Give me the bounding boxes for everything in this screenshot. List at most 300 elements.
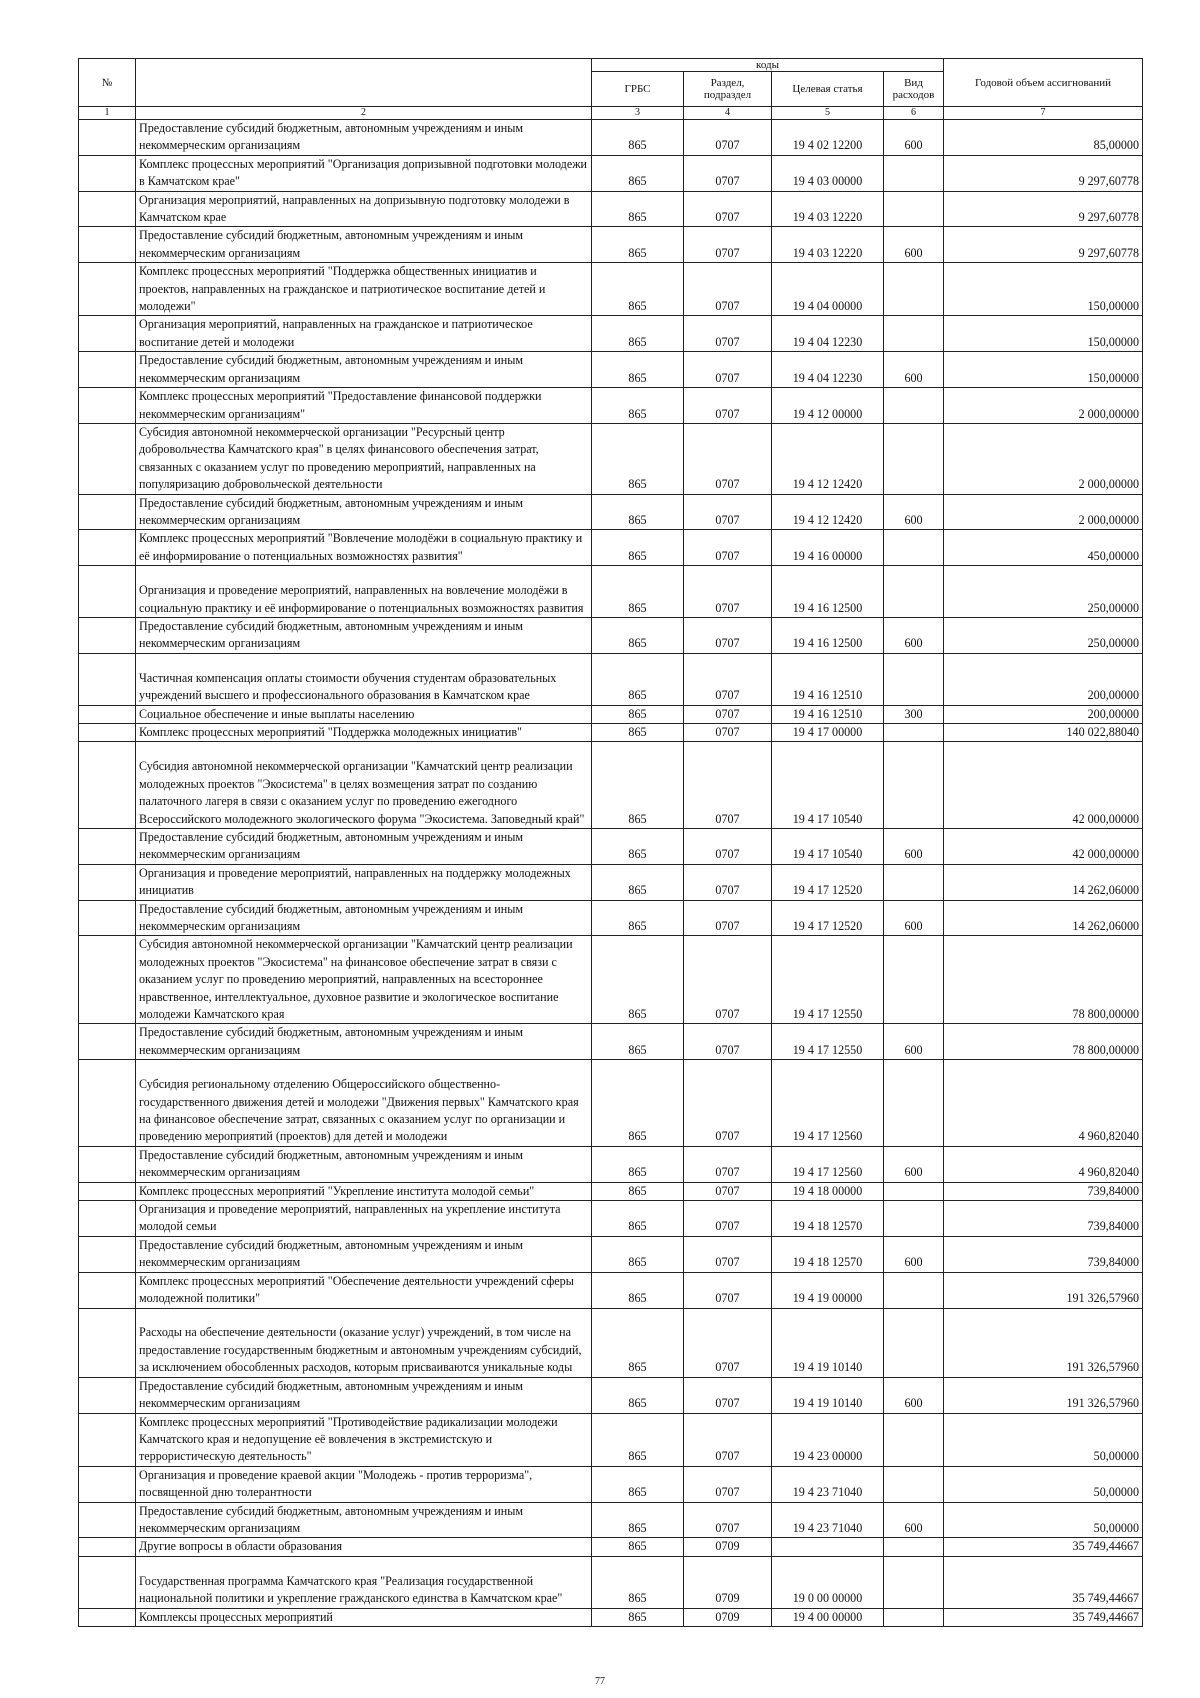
table-row [79,1502,1143,1538]
row-amount: 140 022,88040 [944,723,1143,741]
row-amount: 450,00000 [944,530,1143,566]
row-kind [884,1272,944,1308]
row-section: 0707 [684,155,772,191]
table-row [79,1201,1143,1237]
row-section: 0709 [684,1538,772,1556]
row-amount: 35 749,44667 [944,1538,1143,1556]
row-target: 19 0 00 00000 [772,1556,884,1608]
row-target: 19 4 03 00000 [772,155,884,191]
row-target: 19 4 17 00000 [772,723,884,741]
row-num [79,1308,136,1377]
row-name: Предоставление субсидий бюджетным, автономным учреждениям и иным некоммерческим организациям [136,494,592,530]
row-name: Предоставление субсидий бюджетным, автономным учреждениям и иным некоммерческим организациям [136,227,592,263]
table-row [79,1236,1143,1272]
row-amount: 9 297,60778 [944,227,1143,263]
row-section: 0709 [684,1608,772,1626]
row-target: 19 4 19 10140 [772,1377,884,1413]
row-target: 19 4 18 12570 [772,1201,884,1237]
table-row [79,530,1143,566]
row-kind: 600 [884,1502,944,1538]
table-row [79,1538,1143,1556]
header-kind: Вид расходов [884,72,944,107]
col-number: 6 [884,107,944,120]
row-section: 0707 [684,530,772,566]
table-row [79,723,1143,741]
row-num [79,316,136,352]
table-row [79,1024,1143,1060]
row-target: 19 4 19 00000 [772,1272,884,1308]
row-kind [884,566,944,618]
table-row [79,617,1143,653]
table-row [79,705,1143,723]
row-target: 19 4 17 12520 [772,864,884,900]
row-name: Организация мероприятий, направленных на гражданское и патриотическое воспитание детей и молодежи [136,316,592,352]
row-amount: 35 749,44667 [944,1608,1143,1626]
row-grbs: 865 [592,1377,684,1413]
row-name: Предоставление субсидий бюджетным, автономным учреждениям и иным некоммерческим организациям [136,617,592,653]
row-amount: 250,00000 [944,617,1143,653]
table-row [79,1146,1143,1182]
table-row [79,828,1143,864]
row-target: 19 4 23 71040 [772,1466,884,1502]
row-target: 19 4 00 00000 [772,1608,884,1626]
row-section: 0707 [684,723,772,741]
row-name: Организация и проведение мероприятий, направленных на вовлечение молодёжи в социальную практику и её информирование о потенциальных возможностях развития [136,566,592,618]
row-section: 0709 [684,1556,772,1608]
table-row [79,423,1143,494]
row-grbs: 865 [592,653,684,705]
table-body [79,120,1143,1627]
row-amount: 2 000,00000 [944,388,1143,424]
row-kind [884,1413,944,1466]
row-section: 0707 [684,227,772,263]
row-kind: 600 [884,1146,944,1182]
row-target: 19 4 04 12230 [772,316,884,352]
row-section: 0707 [684,263,772,316]
row-target: 19 4 03 12220 [772,227,884,263]
row-amount: 50,00000 [944,1413,1143,1466]
row-target: 19 4 02 12200 [772,120,884,156]
row-grbs: 865 [592,723,684,741]
row-name: Предоставление субсидий бюджетным, автономным учреждениям и иным некоммерческим организациям [136,828,592,864]
row-amount: 4 960,82040 [944,1060,1143,1147]
row-kind [884,1308,944,1377]
row-num [79,1608,136,1626]
row-grbs: 865 [592,1608,684,1626]
row-name: Организация и проведение мероприятий, направленных на укрепление института молодой семьи [136,1201,592,1237]
row-kind [884,388,944,424]
row-grbs: 865 [592,120,684,156]
row-grbs: 865 [592,1060,684,1147]
row-kind: 600 [884,1236,944,1272]
page-number: 77 [595,1676,605,1687]
row-name: Субсидия автономной некоммерческой организации "Камчатский центр реализации молодежных проектов "Экосистема" в целях возмещения затрат по созданию палаточного лагеря в связи с оказанием услуг по проведению ежегодного Всероссийского молодежного экологического форума "Экосистема. Заповедный край" [136,742,592,829]
table-header [79,59,1143,120]
row-section: 0707 [684,864,772,900]
row-section: 0707 [684,388,772,424]
row-grbs: 865 [592,1502,684,1538]
row-grbs: 865 [592,494,684,530]
row-num [79,705,136,723]
header-target: Целевая статья [772,72,884,107]
row-grbs: 865 [592,352,684,388]
row-name: Предоставление субсидий бюджетным, автономным учреждениям и иным некоммерческим организациям [136,1236,592,1272]
row-target: 19 4 23 00000 [772,1413,884,1466]
table-row [79,1272,1143,1308]
row-grbs: 865 [592,1182,684,1200]
row-name: Комплекс процессных мероприятий "Поддержка молодежных инициатив" [136,723,592,741]
row-grbs: 865 [592,1024,684,1060]
row-amount: 2 000,00000 [944,423,1143,494]
row-kind [884,1608,944,1626]
row-name: Расходы на обеспечение деятельности (оказание услуг) учреждений, в том числе на предоставление государственным бюджетным и автономным учреждениям субсидий, за исключением обособленных расходов, которым присваиваются уникальные коды [136,1308,592,1377]
row-num [79,566,136,618]
row-amount: 191 326,57960 [944,1377,1143,1413]
row-section: 0707 [684,828,772,864]
row-target: 19 4 18 12570 [772,1236,884,1272]
budget-table [78,58,1143,1627]
row-num [79,423,136,494]
row-num [79,1201,136,1237]
row-num [79,936,136,1024]
row-section: 0707 [684,900,772,936]
row-target: 19 4 16 00000 [772,530,884,566]
row-section: 0707 [684,1272,772,1308]
row-kind [884,742,944,829]
header-col-numbers [79,107,1143,120]
row-name: Субсидия автономной некоммерческой организации "Ресурсный центр добровольчества Камчатского края" в целях финансового обеспечения затрат, связанных с оказанием услуг по проведению мероприятий, направленных на популяризацию добровольческой деятельности [136,423,592,494]
row-name: Комплекс процессных мероприятий "Противодействие радикализации молодежи Камчатского края и недопущение её вовлечения в экстремистскую и террористическую деятельность" [136,1413,592,1466]
row-amount: 200,00000 [944,653,1143,705]
row-name: Другие вопросы в области образования [136,1538,592,1556]
row-grbs: 865 [592,1538,684,1556]
row-grbs: 865 [592,530,684,566]
row-kind: 300 [884,705,944,723]
row-section: 0707 [684,494,772,530]
table-row [79,227,1143,263]
row-amount: 42 000,00000 [944,828,1143,864]
row-target: 19 4 23 71040 [772,1502,884,1538]
row-name: Предоставление субсидий бюджетным, автономным учреждениям и иным некоммерческим организациям [136,120,592,156]
row-amount: 191 326,57960 [944,1308,1143,1377]
row-section: 0707 [684,1024,772,1060]
row-target: 19 4 04 12230 [772,352,884,388]
row-name: Субсидия автономной некоммерческой организации "Камчатский центр реализации молодежных проектов "Экосистема" на финансовое обеспечение затрат в связи с оказанием услуг по проведению мероприятий, направленных на всестороннее нравственное, интеллектуальное, духовное развитие и экологическое воспитание молодежи Камчатского края [136,936,592,1024]
row-amount: 85,00000 [944,120,1143,156]
row-kind: 600 [884,494,944,530]
row-kind: 600 [884,227,944,263]
row-kind [884,1538,944,1556]
row-amount: 150,00000 [944,263,1143,316]
table-row [79,120,1143,156]
row-section: 0707 [684,566,772,618]
row-amount: 14 262,06000 [944,864,1143,900]
row-section: 0707 [684,316,772,352]
table-row [79,191,1143,227]
row-amount: 150,00000 [944,352,1143,388]
row-target: 19 4 17 10540 [772,742,884,829]
table-row [79,1060,1143,1147]
row-num [79,617,136,653]
row-num [79,263,136,316]
table-row [79,316,1143,352]
row-section: 0707 [684,936,772,1024]
row-amount: 78 800,00000 [944,1024,1143,1060]
row-kind [884,1060,944,1147]
row-kind [884,423,944,494]
row-section: 0707 [684,1146,772,1182]
table-row [79,653,1143,705]
row-amount: 191 326,57960 [944,1272,1143,1308]
row-grbs: 865 [592,705,684,723]
row-target: 19 4 03 12220 [772,191,884,227]
row-section: 0707 [684,1377,772,1413]
row-amount: 50,00000 [944,1466,1143,1502]
row-grbs: 865 [592,423,684,494]
row-name: Субсидия региональному отделению Общероссийского общественно-государственного движения детей и молодежи "Движения первых" Камчатского края на финансовое обеспечение затрат, связанных с оказанием услуг по организации и проведению мероприятий (проектов) для детей и молодежи [136,1060,592,1147]
row-name: Предоставление субсидий бюджетным, автономным учреждениям и иным некоммерческим организациям [136,900,592,936]
row-target: 19 4 17 12550 [772,936,884,1024]
row-kind [884,653,944,705]
row-grbs: 865 [592,1201,684,1237]
row-num [79,494,136,530]
budget-sheet [78,58,1142,1627]
row-grbs: 865 [592,1466,684,1502]
row-num [79,1556,136,1608]
row-name: Частичная компенсация оплаты стоимости обучения студентам образовательных учреждений высшего и профессионального образования в Камчатском крае [136,653,592,705]
row-name: Комплекс процессных мероприятий "Вовлечение молодёжи в социальную практику и её информирование о потенциальных возможностях развития" [136,530,592,566]
table-row [79,566,1143,618]
table-row [79,352,1143,388]
col-number: 7 [944,107,1143,120]
row-kind [884,530,944,566]
row-name: Предоставление субсидий бюджетным, автономным учреждениям и иным некоммерческим организациям [136,1024,592,1060]
row-target: 19 4 19 10140 [772,1308,884,1377]
row-section: 0707 [684,1182,772,1200]
col-number: 2 [136,107,592,120]
table-row [79,263,1143,316]
table-row [79,494,1143,530]
row-grbs: 865 [592,155,684,191]
row-kind: 600 [884,1377,944,1413]
row-amount: 78 800,00000 [944,936,1143,1024]
row-target: 19 4 16 12510 [772,653,884,705]
row-num [79,742,136,829]
row-target: 19 4 12 12420 [772,494,884,530]
row-name: Организация и проведение краевой акции "Молодежь - против терроризма", посвященной дню толерантности [136,1466,592,1502]
row-kind: 600 [884,900,944,936]
row-target: 19 4 17 10540 [772,828,884,864]
row-section: 0707 [684,1413,772,1466]
col-number: 1 [79,107,136,120]
row-num [79,723,136,741]
header-codes: коды [592,59,944,72]
row-num [79,191,136,227]
row-section: 0707 [684,1201,772,1237]
row-kind [884,864,944,900]
row-section: 0707 [684,1502,772,1538]
row-section: 0707 [684,742,772,829]
row-amount: 739,84000 [944,1182,1143,1200]
row-section: 0707 [684,1236,772,1272]
row-target: 19 4 18 00000 [772,1182,884,1200]
row-name: Предоставление субсидий бюджетным, автономным учреждениям и иным некоммерческим организациям [136,1377,592,1413]
table-row [79,1608,1143,1626]
row-kind: 600 [884,120,944,156]
row-name: Комплекс процессных мероприятий "Предоставление финансовой поддержки некоммерческим организациям" [136,388,592,424]
row-target: 19 4 16 12500 [772,617,884,653]
header-name [136,59,592,107]
row-grbs: 865 [592,1413,684,1466]
row-section: 0707 [684,1308,772,1377]
row-name: Комплекс процессных мероприятий "Обеспечение деятельности учреждений сферы молодежной политики" [136,1272,592,1308]
row-section: 0707 [684,705,772,723]
row-num [79,653,136,705]
row-grbs: 865 [592,742,684,829]
row-section: 0707 [684,120,772,156]
row-target: 19 4 17 12560 [772,1060,884,1147]
row-num [79,900,136,936]
row-grbs: 865 [592,227,684,263]
table-row [79,1556,1143,1608]
row-target: 19 4 16 12500 [772,566,884,618]
row-num [79,388,136,424]
row-kind: 600 [884,617,944,653]
row-target [772,1538,884,1556]
row-num [79,1272,136,1308]
row-num [79,227,136,263]
row-kind [884,1556,944,1608]
row-amount: 739,84000 [944,1201,1143,1237]
row-section: 0707 [684,1060,772,1147]
row-num [79,1538,136,1556]
row-num [79,530,136,566]
row-num [79,1236,136,1272]
header-amount: Годовой объем ассигнований [944,59,1143,107]
table-row [79,388,1143,424]
row-amount: 50,00000 [944,1502,1143,1538]
row-grbs: 865 [592,1272,684,1308]
row-target: 19 4 17 12550 [772,1024,884,1060]
row-section: 0707 [684,617,772,653]
row-grbs: 865 [592,388,684,424]
row-target: 19 4 12 12420 [772,423,884,494]
row-name: Комплекс процессных мероприятий "Укрепление института молодой семьи" [136,1182,592,1200]
col-number: 3 [592,107,684,120]
row-amount: 42 000,00000 [944,742,1143,829]
row-num [79,1466,136,1502]
row-num [79,120,136,156]
row-num [79,1502,136,1538]
row-kind: 600 [884,828,944,864]
row-name: Организация и проведение мероприятий, направленных на поддержку молодежных инициатив [136,864,592,900]
row-num [79,1024,136,1060]
table-row [79,864,1143,900]
row-name: Организация мероприятий, направленных на допризывную подготовку молодежи в Камчатском крае [136,191,592,227]
row-grbs: 865 [592,900,684,936]
row-amount: 4 960,82040 [944,1146,1143,1182]
row-amount: 2 000,00000 [944,494,1143,530]
table-row [79,155,1143,191]
row-target: 19 4 17 12520 [772,900,884,936]
table-row [79,1413,1143,1466]
row-kind [884,1466,944,1502]
row-kind [884,1182,944,1200]
col-number: 4 [684,107,772,120]
row-grbs: 865 [592,828,684,864]
row-section: 0707 [684,653,772,705]
row-kind [884,316,944,352]
row-kind [884,191,944,227]
row-section: 0707 [684,1466,772,1502]
row-amount: 9 297,60778 [944,155,1143,191]
row-section: 0707 [684,352,772,388]
row-num [79,1413,136,1466]
row-grbs: 865 [592,864,684,900]
row-grbs: 865 [592,263,684,316]
table-row [79,900,1143,936]
table-row [79,1182,1143,1200]
row-amount: 9 297,60778 [944,191,1143,227]
table-row [79,742,1143,829]
row-num [79,155,136,191]
row-target: 19 4 12 00000 [772,388,884,424]
row-grbs: 865 [592,1556,684,1608]
row-kind: 600 [884,1024,944,1060]
row-num [79,828,136,864]
row-name: Комплексы процессных мероприятий [136,1608,592,1626]
row-target: 19 4 17 12560 [772,1146,884,1182]
row-grbs: 865 [592,566,684,618]
row-amount: 14 262,06000 [944,900,1143,936]
row-name: Предоставление субсидий бюджетным, автономным учреждениям и иным некоммерческим организациям [136,1146,592,1182]
row-section: 0707 [684,191,772,227]
table-row [79,1466,1143,1502]
row-name: Комплекс процессных мероприятий "Поддержка общественных инициатив и проектов, направленных на гражданское и патриотическое воспитание детей и молодежи" [136,263,592,316]
row-name: Комплекс процессных мероприятий "Организация допризывной подготовки молодежи в Камчатском крае" [136,155,592,191]
row-grbs: 865 [592,1236,684,1272]
row-amount: 250,00000 [944,566,1143,618]
row-target: 19 4 04 00000 [772,263,884,316]
row-amount: 200,00000 [944,705,1143,723]
row-name: Социальное обеспечение и иные выплаты населению [136,705,592,723]
row-kind [884,263,944,316]
row-kind [884,936,944,1024]
row-name: Предоставление субсидий бюджетным, автономным учреждениям и иным некоммерческим организациям [136,1502,592,1538]
row-name: Предоставление субсидий бюджетным, автономным учреждениям и иным некоммерческим организациям [136,352,592,388]
row-grbs: 865 [592,1146,684,1182]
row-amount: 150,00000 [944,316,1143,352]
table-row [79,1308,1143,1377]
row-kind [884,723,944,741]
row-kind: 600 [884,352,944,388]
row-num [79,352,136,388]
header-section: Раздел, подраздел [684,72,772,107]
row-num [79,1146,136,1182]
table-row [79,936,1143,1024]
row-num [79,864,136,900]
row-target: 19 4 16 12510 [772,705,884,723]
header-grbs: ГРБС [592,72,684,107]
col-number: 5 [772,107,884,120]
row-grbs: 865 [592,316,684,352]
row-grbs: 865 [592,936,684,1024]
row-name: Государственная программа Камчатского края "Реализация государственной национальной политики и укрепление гражданского единства в Камчатском крае" [136,1556,592,1608]
row-amount: 35 749,44667 [944,1556,1143,1608]
row-grbs: 865 [592,191,684,227]
row-grbs: 865 [592,1308,684,1377]
row-section: 0707 [684,423,772,494]
